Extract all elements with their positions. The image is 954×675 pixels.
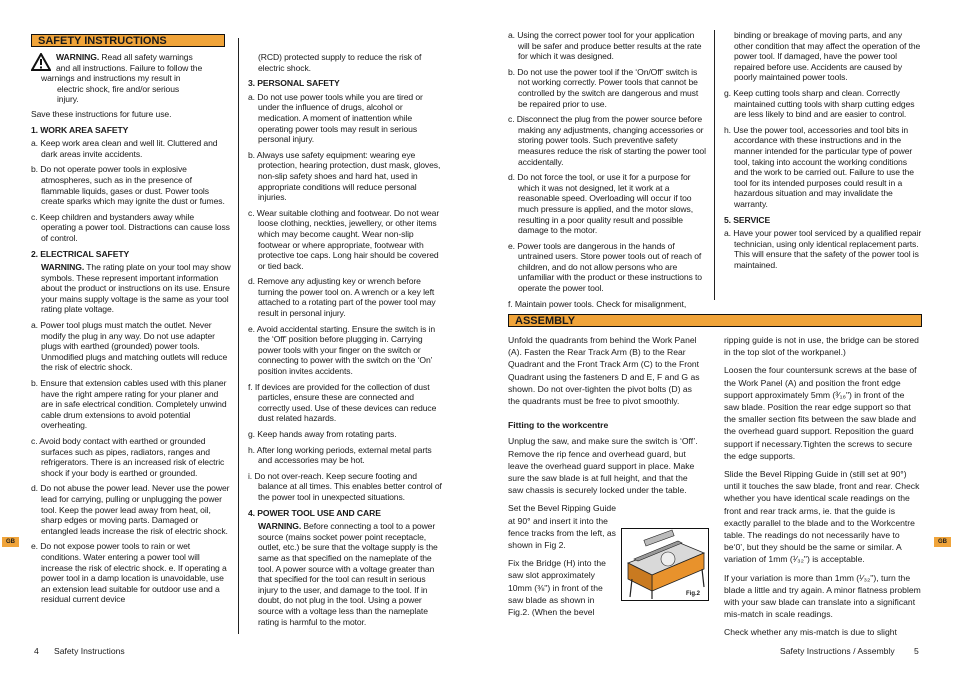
item-1c: c. Keep children and bystanders away while operating a power tool. Distractions can cause loss of control. (31, 211, 230, 243)
warning-line3: warnings and instructions my result in (41, 73, 181, 84)
item-2b: b. Ensure that extension cables used with this planer have the right ampere rating for your planer and are in safe electrical condition. Completely unwind cable drum extensions to avoid potential overheating. (31, 378, 227, 431)
item-1b: b. Do not operate power tools in explosive atmospheres, such as in the presence of flammable liquids, gases or dust. Power tools create sparks which may ignite the dust or fumes. (31, 164, 225, 207)
column-divider-right (714, 30, 715, 300)
footer-left-text: Safety Instructions (54, 646, 125, 656)
assembly-q4: If your variation is more than 1mm (¹⁄₃₂"), turn the blade a little and try again. A minor flatness problem with your saw blade can translate into a significant mis-match in scale readings. (724, 572, 921, 620)
electrical-warning-label: WARNING. (41, 262, 85, 273)
warning-label: WARNING. (56, 52, 100, 62)
figure-label: Fig.2 (685, 591, 700, 597)
saw-bench-illustration (622, 529, 708, 600)
right-column-a (508, 30, 706, 314)
rcd-continuation: (RCD) protected supply to reduce the risk of electric shock. (258, 52, 422, 73)
mid-column (248, 52, 444, 632)
figure-2 (621, 528, 709, 601)
section-title-assembly: ASSEMBLY (508, 314, 922, 327)
item-3h: h. After long working periods, external metal parts and accessories may be hot. (248, 444, 432, 466)
assembly-q2: Loosen the four countersunk screws at the base of the Work Panel (A) and position the front edge support approximately 5mm (³⁄₁₆") in front of the saw blade. Position the rear edge support so that the smaller section fits between the saw blade and the overhead guard support. Reposition the guard support if necessary.Tighten the screws to secure the edge supports. (724, 365, 917, 461)
item-4g: g. Keep cutting tools sharp and clean. Correctly maintained cutting tools with sharp cutting edges are less likely to bind and are easier to control. (724, 87, 915, 120)
right-column-b (724, 30, 922, 275)
footer-left-page-number: 4 (34, 646, 39, 656)
electrical-warning-text: The rating plate on your tool may show symbols. These represent important information about the product or instructions on its use. Ensure your mains supply voltage is the same as your tool rating plate voltage. (41, 262, 231, 315)
column-divider-left (238, 38, 239, 634)
save-instructions: Save these instructions for future use. (31, 108, 172, 119)
item-3a: a. Do not use power tools while you are tired or under the influence of drugs, alcohol or medication. A moment of inattention while operating power tools may result in serious personal injury. (248, 91, 423, 145)
item-4a: a. Using the correct power tool for your application will be safer and produce better results at the rate for which it was designed. (508, 30, 702, 62)
section-title-safety: SAFETY INSTRUCTIONS (31, 34, 225, 47)
warning-line5: injury. (57, 94, 79, 105)
power-tool-warning (248, 521, 444, 627)
footer-right-text: Safety Instructions / Assembly (780, 646, 895, 656)
warning-triangle-icon (31, 53, 51, 71)
footer-right-page-number: 5 (914, 646, 919, 656)
power-tool-warning-label: WARNING. (258, 521, 302, 532)
left-column (31, 52, 231, 610)
item-3b: b. Always use safety equipment: wearing eye protection, hearing protection, dust mask, gloves, non-slip safety shoes and hard hat, used in appropriate conditions will reduce personal injuries. (248, 149, 441, 203)
item-3e: e. Avoid accidental starting. Ensure the switch is in the ‘Off’ position before plugging in. Carrying power tools with your finger on the switch or connecting to power with the switch on the ‘On’ position invites accidents. (248, 323, 436, 377)
item-2c: c. Avoid body contact with earthed or grounded surfaces such as pipes, radiators, ranges and refrigerators. There is an increased risk of electric shock if your body is earthed or grounded. (31, 436, 225, 478)
warning-block (31, 52, 231, 105)
assembly-q5: Check whether any mis-match is due to slight (724, 627, 897, 638)
heading-service: 5. SERVICE (724, 214, 771, 225)
assembly-p1: Unfold the quadrants from behind the Work Panel (A). Fasten the Rear Track Arm (B) to the Rear Quadrant and the Front Track Arm (C) to the Front Quadrant using the fasteners D and E, F and G as shown. Do not over-tighten the pivot bolts (D) as the quadrants must be free to pivot smoothly. (508, 335, 700, 407)
item-4e: e. Power tools are dangerous in the hands of untrained users. Store power tools out of reach of children, and do not allow persons who are unfamiliar with the product or these instructions to operate the power tool. (508, 240, 702, 294)
item-3d: d. Remove any adjusting key or wrench before turning the power tool on. A wrench or a key left attached to a rotating part of the power tool may result in personal injury. (248, 276, 436, 319)
heading-power-tool-use: 4. POWER TOOL USE AND CARE (248, 507, 381, 518)
item-4h: h. Use the power tool, accessories and tool bits in accordance with these instructions and in the manner intended for the particular type of power tool, taking into account the working conditions and the work to be carried out. Failure to use the tool for its intended purposes could result in a hazardous situation and may invalidate the warranty. (724, 124, 914, 209)
assembly-q1: ripping guide is not in use, the bridge can be stored in the top slot of the workpanel.) (724, 335, 919, 358)
heading-work-area: 1. WORK AREA SAFETY (31, 124, 129, 135)
electrical-warning (31, 262, 231, 315)
item-2d: d. Do not abuse the power lead. Never use the power lead for carrying, pulling or unplugging the power tool. Keep the power lead away from heat, oil, sharp edges or moving parts. Damaged or entangled leads increase the risk of electric shock. (31, 483, 230, 536)
assembly-p3: Set the Bevel Ripping Guide at 90° and insert it into the fence tracks from the left, as shown in Fig 2. (508, 503, 616, 551)
assembly-q3: Slide the Bevel Ripping Guide in (still set at 90°) until it touches the saw blade, front and rear. Check whether you have identical scale readings on the front and rear track arms, ie. that the guide is exactly parallel to the blade and to the Workcentre table. The readings do not necessarily have to be‘0’, but they should be the same or similar. A variation of 1mm (¹⁄₃₂") is acceptable. (724, 469, 920, 565)
assembly-p4: Fix the Bridge (H) into the saw slot approximately 10mm (⅜") in front of the saw blade as shown in Fig.2. (When the bevel (508, 558, 606, 618)
item-2a: a. Power tool plugs must match the outlet. Never modify the plug in any way. Do not use adapter plugs with earthed (grounded) power tools. Unmodified plugs and matching outlets will reduce the risk of electric shock. (31, 320, 228, 373)
item-1a: a. Keep work area clean and well lit. Cluttered and dark areas invite accidents. (31, 138, 218, 159)
heading-personal-safety: 3. PERSONAL SAFETY (248, 78, 340, 89)
item-4f: f. Maintain power tools. Check for misalignment, (508, 298, 687, 309)
warning-text: Read all safety warnings (101, 52, 193, 62)
gb-tab-left: GB (2, 537, 19, 547)
assembly-p4-a (508, 557, 616, 618)
warning-line4: electric shock, fire and/or serious (57, 83, 180, 94)
assembly-column-b (724, 334, 922, 645)
item-3g: g. Keep hands away from rotating parts. (248, 429, 397, 439)
heading-electrical: 2. ELECTRICAL SAFETY (31, 248, 130, 259)
gb-tab-right: GB (934, 537, 951, 547)
item-2e: e. Do not expose power tools to rain or wet conditions. Water entering a power tool will increase the risk of electric shock. e. If operating a power tool in a damp location is unavoidable, use an extension lead suitable for outdoor use and a residual current device (31, 541, 227, 605)
heading-fitting: Fitting to the workcentre (508, 420, 609, 431)
item-4f-continuation: binding or breakage of moving parts, and any other condition that may affect the operation of the power tool. If damaged, have the power tool repaired before use. Accidents are caused by poorly maintained power tools. (734, 30, 921, 83)
item-4d: d. Do not force the tool, or use it for a purpose for which it was not designed, let it work at a reasonable speed. Overloading will occur if too much pressure is applied, and the motor slows, resulting in a poor quality result and possible damage to the motor. (508, 172, 694, 236)
warning-line2: and all instructions. Failure to follow the (56, 62, 203, 73)
item-4c: c. Disconnect the plug from the power source before making any adjustments, changing accessories or storing power tools. Such preventive safety measures reduce the risk of starting the power tool accidentally. (508, 114, 706, 167)
item-4b: b. Do not use the power tool if the ‘On/Off’ switch is not working correctly. Power tools that cannot be controlled by the switch are dangerous and must be repaired prior to use. (508, 66, 699, 109)
item-3i: i. Do not over-reach. Keep secure footing and balance at all times. This enables better control of the power tool in unexpected situations. (248, 470, 442, 502)
assembly-p2: Unplug the saw, and make sure the switch is ‘Off’. Remove the rip fence and overhead guard, but leave the overhead guard support in place. Make sure the saw blade is at full height, and that the saw chassis is securely locked under the table. (508, 436, 698, 496)
power-tool-warning-text: Before connecting a tool to a power source (mains socket power point receptacle, outlet, etc.) be sure that the voltage supply is the same as that specified on the nameplate of the tool. A power source with a voltage greater than that specified for the tool can result in serious injury to the user, and damage to the tool. If in doubt, do not plug in the tool. Using a power source with a voltage less than the nameplate rating is harmful to the motor. (258, 521, 438, 627)
item-3f: f. If devices are provided for the collection of dust particles, ensure these are connected and correctly used. Use of these devices can reduce dust related hazards. (248, 381, 437, 424)
item-3c: c. Wear suitable clothing and footwear. Do not wear loose clothing, neckties, jewellery, or other items which may become caught. Wear non-slip footwear or where appropriate, footwear with protective toe caps. Long hair should be covered or tied back. (248, 207, 440, 271)
item-5a: a. Have your power tool serviced by a qualified repair technician, using only identical replacement parts. This will ensure that the safety of the power tool is maintained. (724, 228, 922, 270)
